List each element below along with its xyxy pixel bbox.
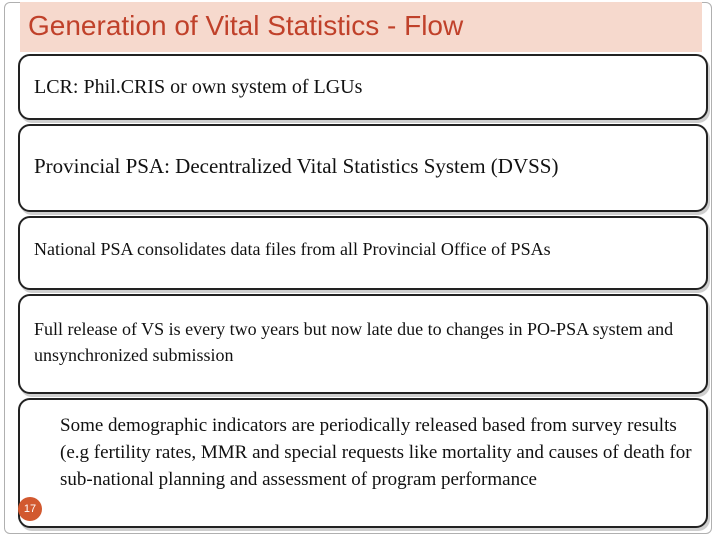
slide-number-badge: 17 bbox=[18, 497, 42, 521]
flow-step-text: National PSA consolidates data files from all Provincial Office of PSAs bbox=[34, 239, 551, 259]
flow-step-text: LCR: Phil.CRIS or own system of LGUs bbox=[34, 76, 363, 98]
flow-step-provincial-psa bbox=[18, 124, 708, 212]
flow-step-lcr bbox=[18, 54, 708, 120]
slide-title: Generation of Vital Statistics - Flow bbox=[28, 10, 464, 41]
flow-step-text: Some demographic indicators are periodically released based from survey results (e.g fertility rates, MMR and special requests like mortality and causes of death for sub-national planning and assessment of program performance bbox=[60, 415, 692, 490]
flow-step-demographic-indicators bbox=[18, 398, 708, 528]
flow-step-text: Full release of VS is every two years but now late due to changes in PO-PSA system and unsynchronized submission bbox=[34, 319, 674, 365]
flow-step-national-psa bbox=[18, 216, 708, 290]
flow-step-text: Provincial PSA: Decentralized Vital Statistics System (DVSS) bbox=[34, 154, 559, 178]
flow-step-full-release bbox=[18, 294, 708, 394]
